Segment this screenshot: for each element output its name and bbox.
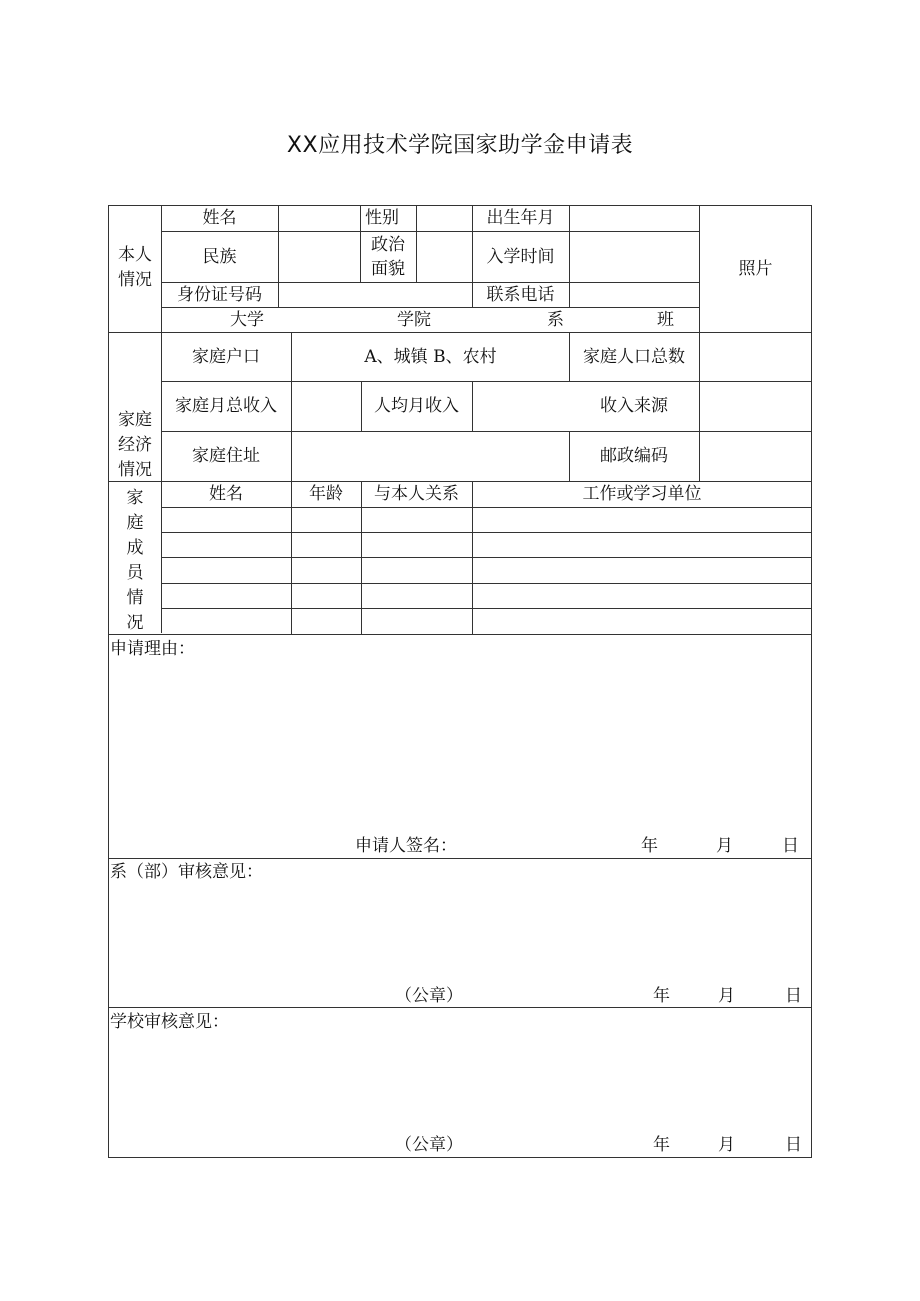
- monthly-income-field[interactable]: [292, 382, 360, 430]
- class-label: 班: [657, 310, 674, 330]
- members-col-relation: 与本人关系: [374, 484, 459, 504]
- signature-label: 申请人签名：: [355, 836, 457, 856]
- signature-day: 日: [782, 836, 799, 856]
- school-review-label: 学校审核意见：: [110, 1012, 229, 1032]
- income-source-field[interactable]: [700, 382, 811, 430]
- per-capita-field[interactable]: [473, 382, 533, 430]
- birth-field[interactable]: [570, 206, 698, 230]
- id-label: 身份证号码: [177, 284, 262, 305]
- ethnicity-field[interactable]: [279, 232, 359, 281]
- postcode-field[interactable]: [700, 432, 811, 480]
- department-label: 系: [547, 310, 564, 330]
- address-label: 家庭住址: [192, 446, 260, 466]
- per-capita-label: 人均月收入: [374, 396, 459, 416]
- department-review-label: 系（部）审核意见：: [110, 862, 263, 882]
- political-label: 政治面貌: [371, 234, 405, 279]
- department-month: 月: [718, 986, 735, 1006]
- school-month: 月: [718, 1135, 735, 1155]
- school-review-textarea[interactable]: [110, 1036, 810, 1132]
- members-col-workplace: 工作或学习单位: [582, 484, 702, 504]
- gender-label: 性别: [365, 208, 399, 228]
- table-row[interactable]: [162, 609, 811, 634]
- members-section-label: 家庭成员情况: [126, 488, 144, 633]
- economy-section-label: 家庭经济情况: [118, 410, 152, 480]
- reason-textarea[interactable]: [110, 662, 810, 832]
- personal-section-label: 本人情况: [118, 245, 152, 290]
- name-field[interactable]: [279, 206, 359, 230]
- department-day: 日: [785, 986, 802, 1006]
- department-seal: （公章）: [395, 986, 463, 1006]
- monthly-income-label: 家庭月总收入: [175, 396, 277, 416]
- members-col-name: 姓名: [209, 484, 243, 504]
- phone-label: 联系电话: [486, 284, 555, 305]
- postcode-label: 邮政编码: [600, 446, 668, 466]
- signature-month: 月: [716, 836, 733, 856]
- hukou-label: 家庭户口: [192, 346, 260, 367]
- university-label: 大学: [230, 310, 264, 330]
- school-day: 日: [785, 1135, 802, 1155]
- table-row[interactable]: [162, 508, 811, 532]
- school-year: 年: [653, 1135, 670, 1155]
- enroll-label: 入学时间: [486, 246, 555, 267]
- political-field[interactable]: [417, 232, 471, 281]
- birth-label: 出生年月: [486, 208, 555, 228]
- hukou-options[interactable]: A、城镇 B、农村: [364, 346, 497, 367]
- phone-field[interactable]: [570, 283, 698, 306]
- reason-label: 申请理由：: [110, 639, 195, 659]
- members-col-age: 年龄: [309, 484, 343, 504]
- ethnicity-label: 民族: [202, 246, 237, 267]
- table-row[interactable]: [162, 584, 811, 608]
- school-seal: （公章）: [395, 1135, 463, 1155]
- signature-year: 年: [641, 836, 658, 856]
- household-size-label: 家庭人口总数: [583, 346, 685, 367]
- college-label: 学院: [397, 310, 431, 330]
- department-year: 年: [653, 986, 670, 1006]
- household-size-field[interactable]: [700, 333, 811, 380]
- table-row[interactable]: [162, 533, 811, 557]
- id-field[interactable]: [279, 283, 471, 306]
- name-label: 姓名: [202, 208, 237, 228]
- address-field[interactable]: [292, 432, 568, 480]
- enroll-field[interactable]: [570, 232, 698, 281]
- department-review-textarea[interactable]: [110, 886, 810, 982]
- gender-field[interactable]: [417, 206, 471, 230]
- table-row[interactable]: [162, 558, 811, 583]
- photo-box[interactable]: 照片: [738, 259, 773, 279]
- page-title: XX应用技术学院国家助学金申请表: [286, 133, 634, 158]
- income-source-label: 收入来源: [600, 396, 668, 416]
